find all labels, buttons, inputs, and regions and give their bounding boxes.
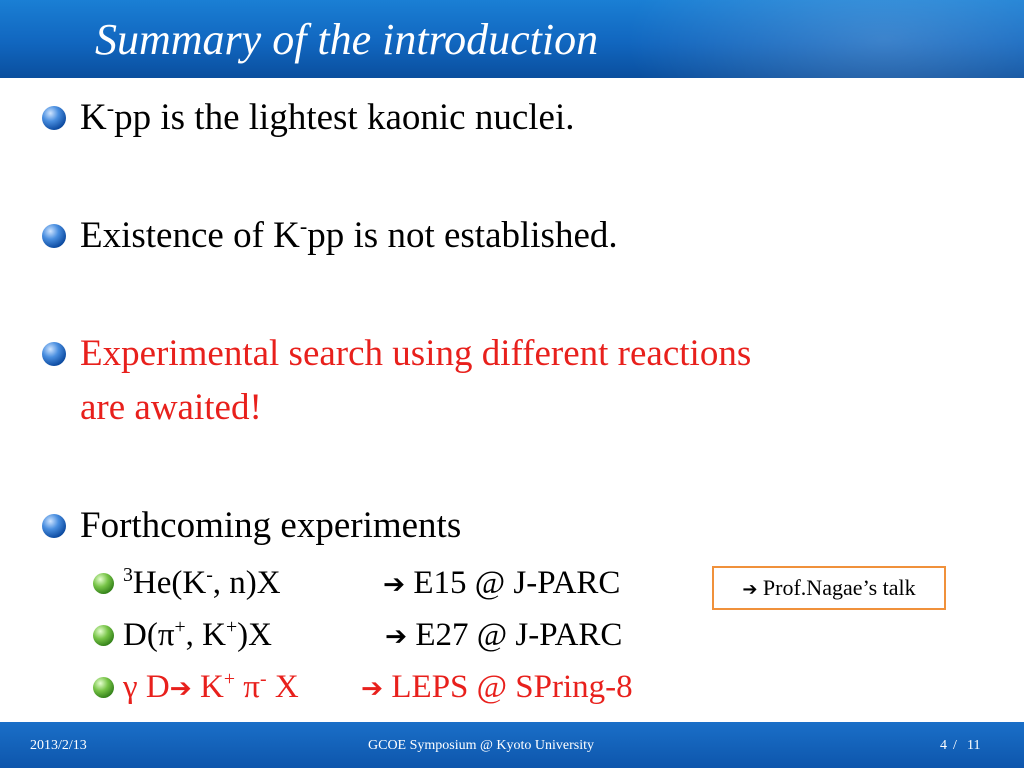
bullet-2-text (80, 210, 618, 262)
sub-1-sup3: 3 (123, 564, 133, 586)
footer-date: 2013/2/13 (30, 738, 87, 753)
footer-separator: / (953, 738, 957, 753)
blue-bullet-icon (42, 106, 66, 130)
sub-3-gamma: γ D (123, 669, 170, 705)
slide-footer (0, 722, 1024, 768)
sub-1-sup-minus: - (206, 564, 213, 586)
sub-3-sup-minus: - (259, 668, 267, 690)
note-text: Prof.Nagae’s talk (762, 575, 916, 600)
sub-item-1-target: E15 @ J-PARC (413, 565, 621, 601)
slide-header (0, 0, 1024, 78)
bullet-3-line-2: are awaited! (80, 387, 262, 428)
sub-item-2-target-wrap (385, 612, 622, 660)
sub-3-pion: π (235, 669, 260, 705)
sub-item-3-text (123, 664, 299, 712)
sub-3-sup-plus: + (223, 668, 236, 690)
sub-2-sup-plus-1: + (174, 616, 186, 638)
bullet-1-sup: - (106, 95, 115, 121)
bullet-4-text: Forthcoming experiments (80, 505, 462, 546)
arrow-right-icon: ➔ (361, 673, 384, 704)
arrow-right-icon: ➔ (169, 673, 192, 704)
bullet-1-text (80, 92, 574, 144)
sub-2-reaction-b: , K (185, 617, 226, 653)
sub-2-sup-plus-2: + (225, 616, 238, 638)
bullet-3-line-1: Experimental search using different reactions (80, 333, 752, 374)
arrow-right-icon: ➔ (385, 621, 408, 652)
sub-1-reaction-a: He(K (132, 565, 207, 601)
footer-event: GCOE Symposium @ Kyoto University (368, 738, 595, 753)
green-bullet-icon (93, 573, 114, 594)
bullet-2-post: pp is not established. (307, 215, 618, 256)
footer-page: 4 (940, 738, 947, 753)
bullet-1-pre: K (80, 97, 107, 138)
sub-item-2-text (123, 612, 272, 658)
sub-1-reaction-b: , n)X (212, 565, 281, 601)
slide-title: Summary of the introduction (95, 15, 599, 64)
footer-total: 11 (967, 738, 981, 753)
bullet-2-sup: - (299, 213, 308, 239)
sub-3-x: X (266, 669, 299, 705)
arrow-right-icon: ➔ (383, 569, 406, 600)
sub-item-2-target: E27 @ J-PARC (415, 617, 623, 653)
sub-item-1-target-wrap (383, 560, 620, 608)
blue-bullet-icon (42, 514, 66, 538)
sub-item-3-target: LEPS @ SPring-8 (391, 669, 633, 705)
sub-item-1-text (123, 560, 281, 606)
arrow-right-icon: ➔ (742, 579, 758, 600)
sub-2-reaction-c: )X (237, 617, 272, 653)
blue-bullet-icon (42, 342, 66, 366)
bullet-1-post: pp is the lightest kaonic nuclei. (114, 97, 575, 138)
blue-bullet-icon (42, 224, 66, 248)
green-bullet-icon (93, 677, 114, 698)
sub-2-reaction-a: D(π (123, 617, 175, 653)
sub-3-kaon: K (191, 669, 224, 705)
green-bullet-icon (93, 625, 114, 646)
note-box (712, 566, 946, 610)
sub-item-3-target-wrap (361, 664, 633, 712)
bullet-2-pre: Existence of K (80, 215, 300, 256)
